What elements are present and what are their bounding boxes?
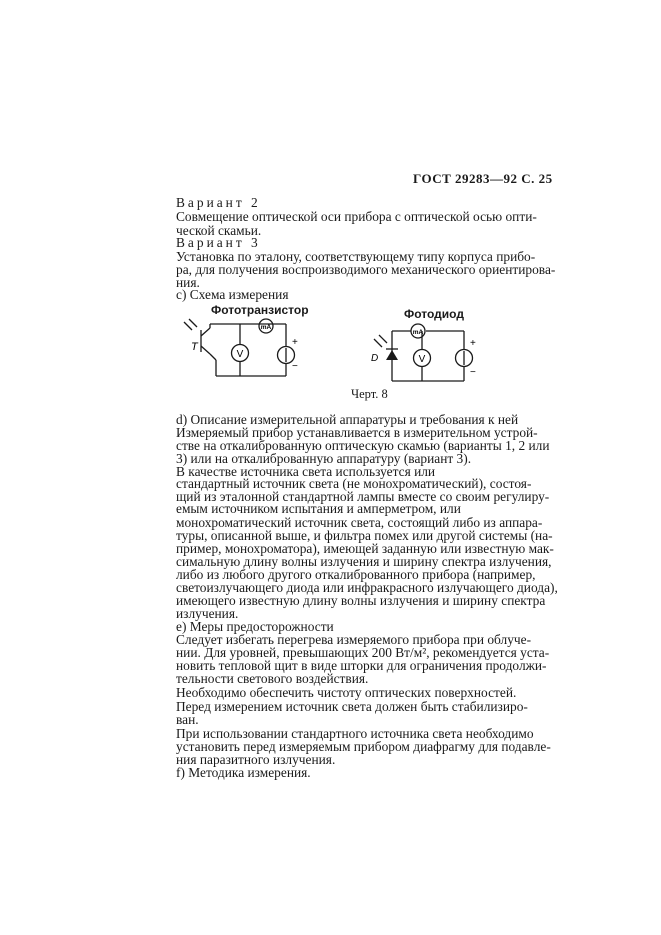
section-c-heading: с) Схема измерения: [176, 287, 289, 302]
text-line: светоизлучающего диода или инфракрасного излучающего диода),: [176, 580, 558, 595]
text-line: туры, описанной выше, и фильтра помех или другой системы (на-: [176, 528, 553, 543]
photodiode-voltmeter-label: V: [418, 354, 426, 365]
text-line: емым источником испытания и амперметром, или: [176, 501, 461, 516]
figure-label: Черт. 8: [351, 387, 388, 401]
photodiode-plus: +: [470, 338, 476, 349]
variant-2-heading: Вариант 2: [176, 195, 261, 210]
text-line: тельности светового воздействия.: [176, 671, 369, 686]
phototransistor-circuit: [180, 318, 300, 386]
phototransistor-caption: Фототранзистор: [211, 303, 309, 317]
text-line: либо из любого другого откалиброванного прибора (например,: [176, 567, 536, 582]
text-line: щий из эталонной стандартной лампы вместе со своим регулиру-: [176, 489, 550, 504]
text-line: Перед измерением источник света должен быть стабилизиро-: [176, 699, 528, 714]
phototransistor-plus: +: [292, 337, 298, 348]
section-f-heading: f) Методика измерения.: [176, 765, 311, 780]
text-line: ческой скамьи.: [176, 223, 262, 238]
text-line: Установка по эталону, соответствующему типу корпуса прибо-: [176, 249, 536, 264]
text-line: В качестве источника света используется или: [176, 464, 436, 479]
text-line: ра, для получения воспроизводимого механического ориентирова-: [176, 262, 556, 277]
text-line: монохроматический источник света, состоящий либо из аппара-: [176, 515, 543, 530]
photodiode-minus: −: [470, 367, 476, 378]
text-line: новить тепловой щит в виде шторки для ограничения продолжи-: [176, 658, 547, 673]
text-line: 3) или на откалиброванную аппаратуру (вариант 3).: [176, 451, 472, 466]
text-line: ния паразитного излучения.: [176, 752, 336, 767]
text-line: Необходимо обеспечить чистоту оптических поверхностей.: [176, 685, 517, 700]
text-line: Измеряемый прибор устанавливается в измерительном устрой-: [176, 425, 538, 440]
text-line: пример, монохроматора), имеющей заданную или известную мак-: [176, 541, 554, 556]
text-line: излучения.: [176, 606, 239, 621]
text-line: Следует избегать перегрева измеряемого прибора при облуче-: [176, 632, 532, 647]
phototransistor-voltmeter-label: V: [236, 349, 244, 360]
text-line: имеющего известную длину волны излучения и ширину спектра: [176, 593, 546, 608]
variant-3-heading: Вариант 3: [176, 235, 261, 250]
photodiode-caption: Фотодиод: [404, 307, 464, 321]
photodiode-ammeter-label: mA: [412, 329, 424, 336]
text-line: Совмещение оптической оси прибора с оптической осью опти-: [176, 209, 537, 224]
photodiode-circuit: [368, 323, 480, 391]
text-line: нии. Для уровней, превышающих 200 Вт/м², рекомендуется уста-: [176, 645, 550, 660]
text-line: установить перед измеряемым прибором диафрагму для подавле-: [176, 739, 551, 754]
section-e-heading: е) Меры предосторожности: [176, 619, 334, 634]
phototransistor-ammeter-label: mA: [260, 324, 272, 331]
text-line: стве на откалиброванную оптическую скамью (варианты 1, 2 или: [176, 438, 550, 453]
transistor-mark: T: [191, 341, 198, 353]
phototransistor-minus: −: [292, 361, 298, 372]
diode-mark: D: [371, 353, 379, 364]
section-d-heading: d) Описание измерительной аппаратуры и требования к ней: [176, 412, 519, 427]
page-header: ГОСТ 29283—92 С. 25: [413, 171, 553, 186]
text-line: ван.: [176, 712, 199, 727]
text-line: ния.: [176, 275, 200, 290]
text-line: симальную длину волны излучения и ширину спектра излучения,: [176, 554, 552, 569]
text-line: стандартный источник света (не монохроматический), состоя-: [176, 476, 532, 491]
text-line: При использовании стандартного источника света необходимо: [176, 726, 534, 741]
